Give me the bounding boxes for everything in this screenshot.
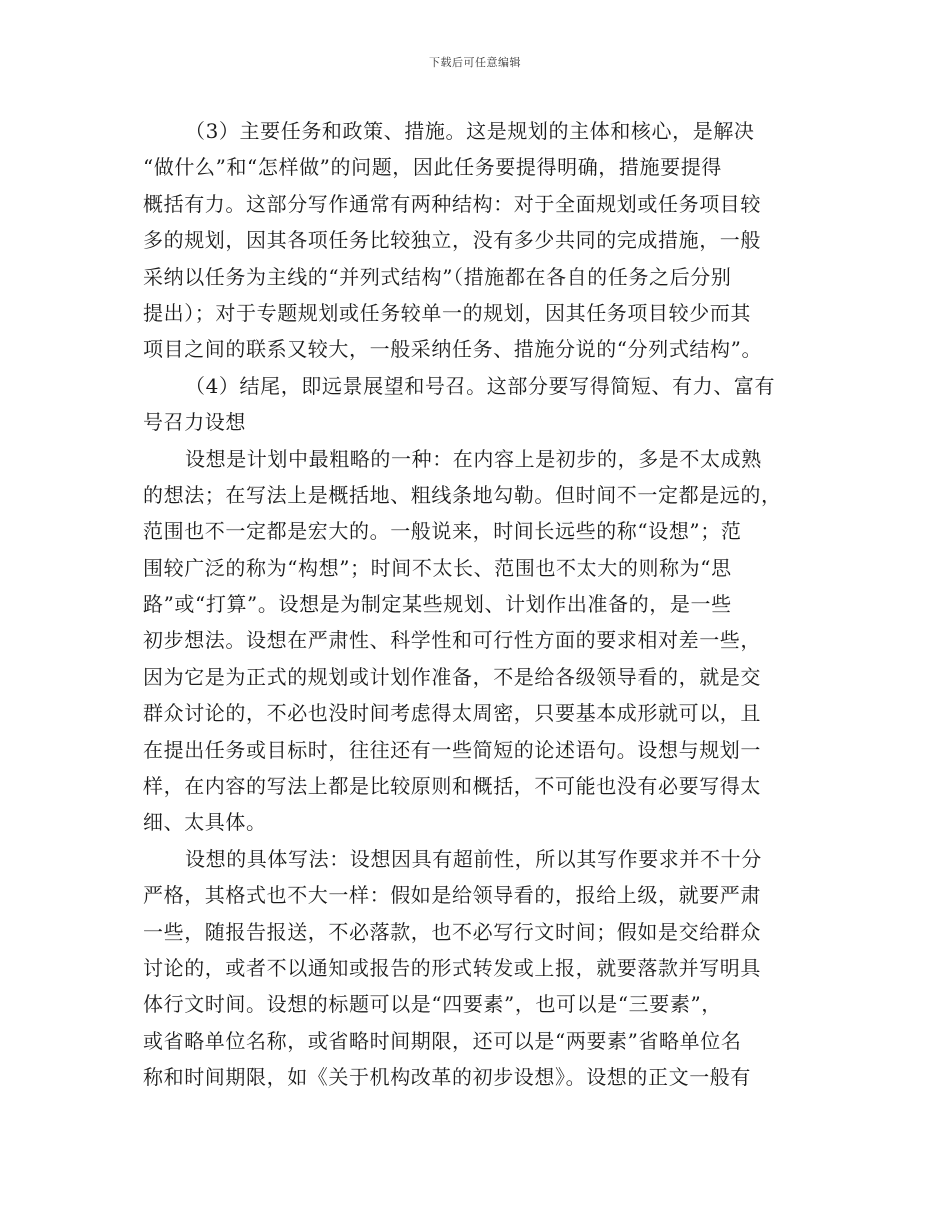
text-line: 初步想法。设想在严肃性、科学性和可行性方面的要求相对差一些， [143,628,761,653]
text-line: “做什么”和“怎样做”的问题，因此任务要提得明确，措施要提得 [143,155,722,180]
text-line: （4）结尾，即远景展望和号召。这部分要写得简短、有力、富有 [185,373,776,398]
document-body [143,113,809,1096]
text-line: 路”或“打算”。设想是为制定某些规划、计划作出准备的，是一些 [143,592,732,617]
text-line: 群众讨论的，不必也没时间考虑得太周密，只要基本成形就可以，且 [143,701,761,726]
text-line: 概括有力。这部分写作通常有两种结构：对于全面规划或任务项目较 [143,191,761,216]
text-line: 设想是计划中最粗略的一种：在内容上是初步的，多是不太成熟 [185,446,762,471]
text-line: 的想法；在写法上是概括地、粗线条地勾勒。但时间不一定都是远的， [143,482,782,507]
paragraph-ending [143,368,809,441]
text-line: 项目之间的联系又较大，一般采纳任务、措施分说的“分列式结构”。 [143,337,763,362]
paragraph-idea-writing [143,841,809,1096]
text-line: 因为它是为正式的规划或计划作准备，不是给各级领导看的，就是交 [143,664,761,689]
page-header: 下载后可任意编辑 [429,56,521,69]
text-line: 设想的具体写法：设想因具有超前性，所以其写作要求并不十分 [185,846,762,871]
text-line: 体行文时间。设想的标题可以是“四要素”，也可以是“三要素”， [143,992,722,1017]
paragraph-idea-definition [143,441,809,841]
text-line: 多的规划，因其各项任务比较独立，没有多少共同的完成措施，一般 [143,228,761,253]
text-line: 细、太具体。 [143,810,267,835]
text-line: 号召力设想 [143,410,246,435]
text-line: 围较广泛的称为“构想”；时间不太长、范围也不太大的则称为“思 [143,555,732,580]
text-line: 采纳以任务为主线的“并列式结构”（措施都在各自的任务之后分别 [143,264,732,289]
text-line: 或省略单位名称，或省略时间期限，还可以是“两要素”省略单位名 [143,1028,742,1053]
paragraph-main-tasks [143,113,809,368]
text-line: 称和时间期限，如《关于机构改革的初步设想》。设想的正文一般有 [143,1065,751,1090]
text-line: 提出）；对于专题规划或任务较单一的规划，因其任务项目较少而其 [143,300,751,325]
text-line: 一些，随报告报送，不必落款，也不必写行文时间；假如是交给群众 [143,919,761,944]
text-line: 样，在内容的写法上都是比较原则和概括，不可能也没有必要写得太 [143,774,761,799]
text-line: 在提出任务或目标时，往往还有一些简短的论述语句。设想与规划一 [143,737,761,762]
text-line: 讨论的，或者不以通知或报告的形式转发或上报，就要落款并写明具 [143,955,761,980]
text-line: 范围也不一定都是宏大的。一般说来，时间长远些的称“设想”；范 [143,519,742,544]
text-line: 严格，其格式也不大一样：假如是给领导看的，报给上级，就要严肃 [143,883,761,908]
text-line: （3）主要任务和政策、措施。这是规划的主体和核心，是解决 [185,119,755,143]
